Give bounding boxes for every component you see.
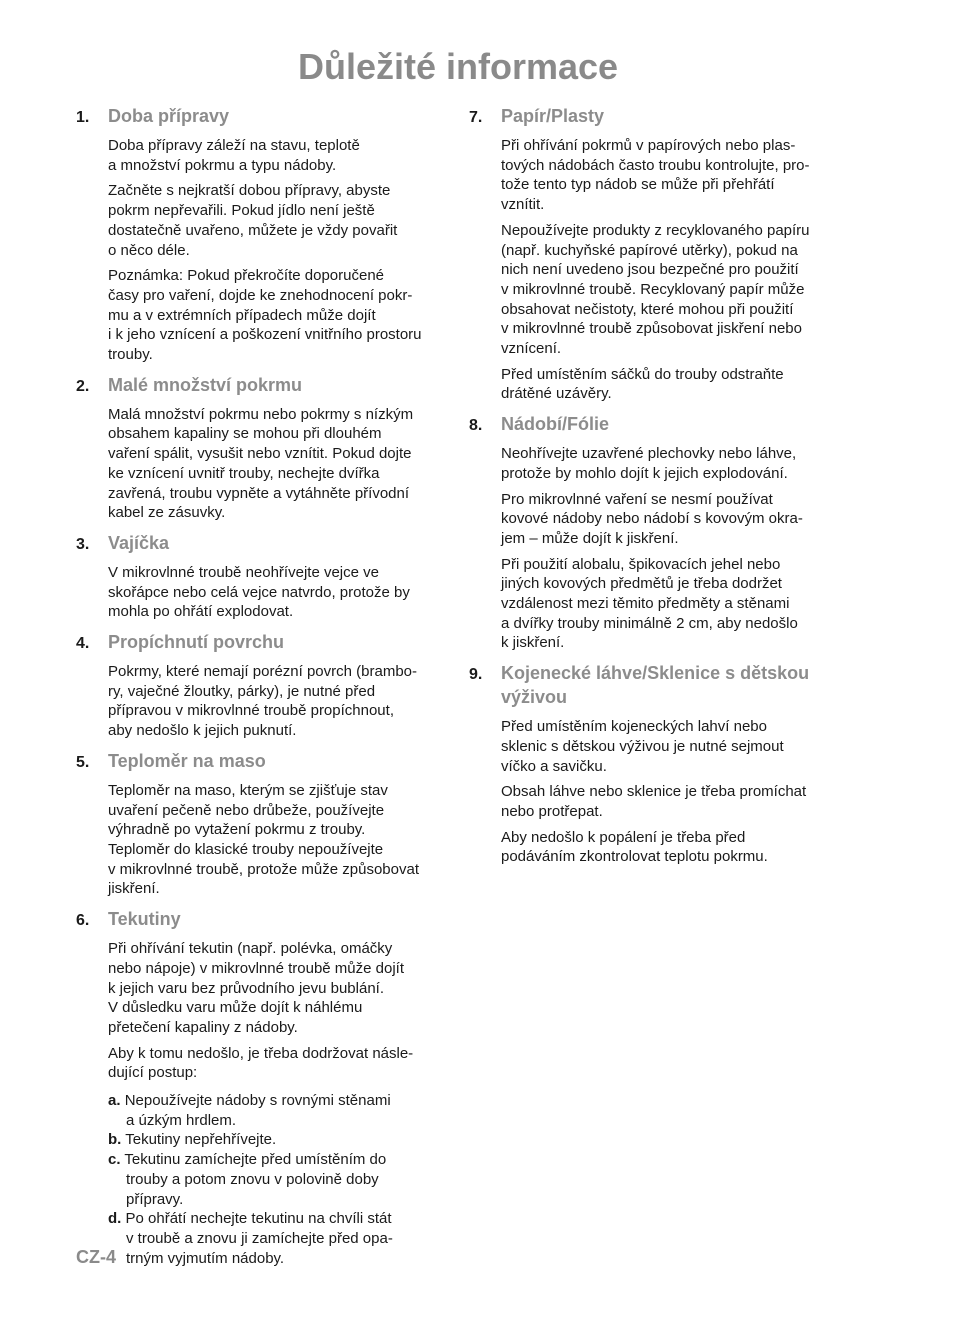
paragraph: Teploměr na maso, kterým se zjišťuje stav uvaření pečeně nebo drůbeže, používejte výhradně po vytažení pokrmu z trouby. Teploměr do klasické trouby nepoužívejte v mikrovlnné troubě, protože může způsobovat jiskření. <box>108 781 419 898</box>
section-number: 4. <box>76 635 90 653</box>
paragraph: Začněte s nejkratší dobou přípravy, abyste pokrm nepřevařili. Pokud jídlo není ještě dostatečně uvařeno, můžete je vždy povařit o něco déle. <box>108 182 398 259</box>
section-title: Vajíčka <box>108 532 170 553</box>
right-column <box>469 104 845 875</box>
section-9 <box>469 661 845 867</box>
list-item-letter: d. <box>108 1210 122 1228</box>
list-item <box>108 1209 452 1268</box>
paragraph: V mikrovlnné troubě neohřívejte vejce ve skořápce nebo celá vejce natvrdo, protože by mohla po ohřátí explodovat. <box>108 563 410 621</box>
section-2 <box>76 373 452 523</box>
list-item-letter: a. <box>108 1092 121 1110</box>
section-heading <box>76 749 452 773</box>
section-7 <box>469 104 845 404</box>
list-item-letter: b. <box>108 1131 122 1149</box>
paragraph: Pokrmy, které nemají porézní povrch (brambo- ry, vaječné žloutky, párky), je nutné před přípravou v mikrovlnné troubě propíchnout, aby nedošlo k jejich puknutí. <box>108 663 418 740</box>
list-item-text: Tekutinu zamíchejte před umístěním do trouby a potom znovu v polovině doby přípravy. <box>124 1151 387 1208</box>
list-item <box>108 1130 452 1150</box>
section-heading <box>76 630 452 654</box>
section-heading <box>76 104 452 128</box>
section-title: Papír/Plasty <box>501 106 605 126</box>
section-number: 7. <box>469 109 483 126</box>
paragraph: Poznámka: Pokud překročíte doporučené časy pro vaření, dojde ke znehodnocení pokr- mu a v extrémních případech může dojít i k jeho vznícení a poškození vnitřního prostoru trouby. <box>108 267 422 364</box>
left-column <box>76 104 452 1276</box>
section-8 <box>469 412 845 653</box>
paragraph: Při ohřívání tekutin (např. polévka, omáčky nebo nápoje) v mikrovlnné troubě může dojít k jejich varu bez průvodního jevu bublání. V důsledku varu může dojít k náhlému přetečení kapaliny z nádoby. <box>108 940 405 1036</box>
section-heading <box>469 104 845 128</box>
paragraph: Neohřívejte uzavřené plechovky nebo láhve, protože by mohlo dojít k jejich explodování. <box>501 445 797 482</box>
list-item-text: Nepoužívejte nádoby s rovnými stěnami a úzkým hrdlem. <box>124 1092 391 1129</box>
section-heading <box>469 661 845 709</box>
paragraph: Pro mikrovlnné vaření se nesmí používat kovové nádoby nebo nádobí s kovovým okra- jem – může dojít k jiskření. <box>501 490 803 547</box>
section-number: 5. <box>76 753 90 771</box>
list-item-text: Tekutiny nepřehřívejte. <box>125 1131 277 1149</box>
section-title: Propíchnutí povrchu <box>108 632 285 653</box>
page-title: Důležité informace <box>297 46 619 87</box>
list-item-text: Po ohřátí nechejte tekutinu na chvíli stát v troubě a znovu ji zamíchejte před opa- trným vyjmutím nádoby. <box>125 1210 393 1267</box>
section-5 <box>76 749 452 899</box>
section-number: 8. <box>469 417 483 435</box>
paragraph: Doba přípravy záleží na stavu, teplotě a množství pokrmu a typu nádoby. <box>108 137 360 174</box>
section-number: 3. <box>76 535 90 553</box>
section-title: Tekutiny <box>108 909 181 930</box>
section-title: Teploměr na maso <box>108 750 266 771</box>
section-1 <box>76 104 452 365</box>
section-title: Doba přípravy <box>108 106 230 126</box>
paragraph: Aby k tomu nedošlo, je třeba dodržovat násle- dující postup: <box>108 1044 414 1082</box>
section-heading <box>76 907 452 931</box>
list-item-letter: c. <box>108 1151 121 1169</box>
paragraph: Před umístěním sáčků do trouby odstraňte drátěné uzávěry. <box>501 365 784 403</box>
section-heading <box>469 412 845 436</box>
section-title: Malé množství pokrmu <box>108 374 303 395</box>
paragraph: Nepoužívejte produkty z recyklovaného papíru (např. kuchyňské papírové utěrky), pokud na nich není uvedeno jsou bezpečné pro použití v mikrovlnné troubě. Recyklovaný papír může obsahovat nečistoty, které mohou při použití v mikrovlnné troubě způsobovat jiskření nebo vznícení. <box>501 221 810 358</box>
paragraph: Při použití alobalu, špikovacích jehel nebo jiných kovových předmětů je třeba dodržet vzdálenost mezi těmito předměty a stěnami a dvířky trouby minimálně 2 cm, aby nedošlo k jiskření. <box>501 555 798 652</box>
section-number: 2. <box>76 377 90 395</box>
paragraph: Aby nedošlo k popálení je třeba před podáváním zkontrolovat teplotu pokrmu. <box>501 828 768 866</box>
section-title: Kojenecké láhve/Sklenice s dětskou výživou <box>501 663 810 708</box>
paragraph: Před umístěním kojeneckých lahví nebo sklenic s dětskou výživou je nutné sejmout víčko a savičku. <box>501 718 784 775</box>
section-4 <box>76 630 452 741</box>
section-title: Nádobí/Fólie <box>501 414 609 435</box>
section-3 <box>76 531 452 622</box>
page-number: CZ-4 <box>76 1247 116 1267</box>
section-heading <box>76 373 452 397</box>
section-6 <box>76 907 452 1268</box>
section-number: 1. <box>76 109 90 126</box>
section-heading <box>76 531 452 555</box>
paragraph: Malá množství pokrmu nebo pokrmy s nízkým obsahem kapaliny se mohou při dlouhém vaření spálit, vysušit nebo vznítit. Pokud dojte ke vznícení uvnitř trouby, nechejte dvířka zavřená, troubu vypněte a vytáhněte přívodní kabel ze zásuvky. <box>108 405 414 522</box>
list-item <box>108 1150 452 1209</box>
steps-list <box>108 1091 452 1268</box>
list-item <box>108 1091 452 1130</box>
paragraph: Obsah láhve nebo sklenice je třeba promíchat nebo protřepat. <box>501 783 807 820</box>
section-number: 6. <box>76 912 90 930</box>
paragraph: Při ohřívání pokrmů v papírových nebo plas- tových nádobách často troubu kontrolujte, pro- tože tento typ nádob se může při přehřátí vznítit. <box>501 137 810 214</box>
section-number: 9. <box>469 666 483 684</box>
